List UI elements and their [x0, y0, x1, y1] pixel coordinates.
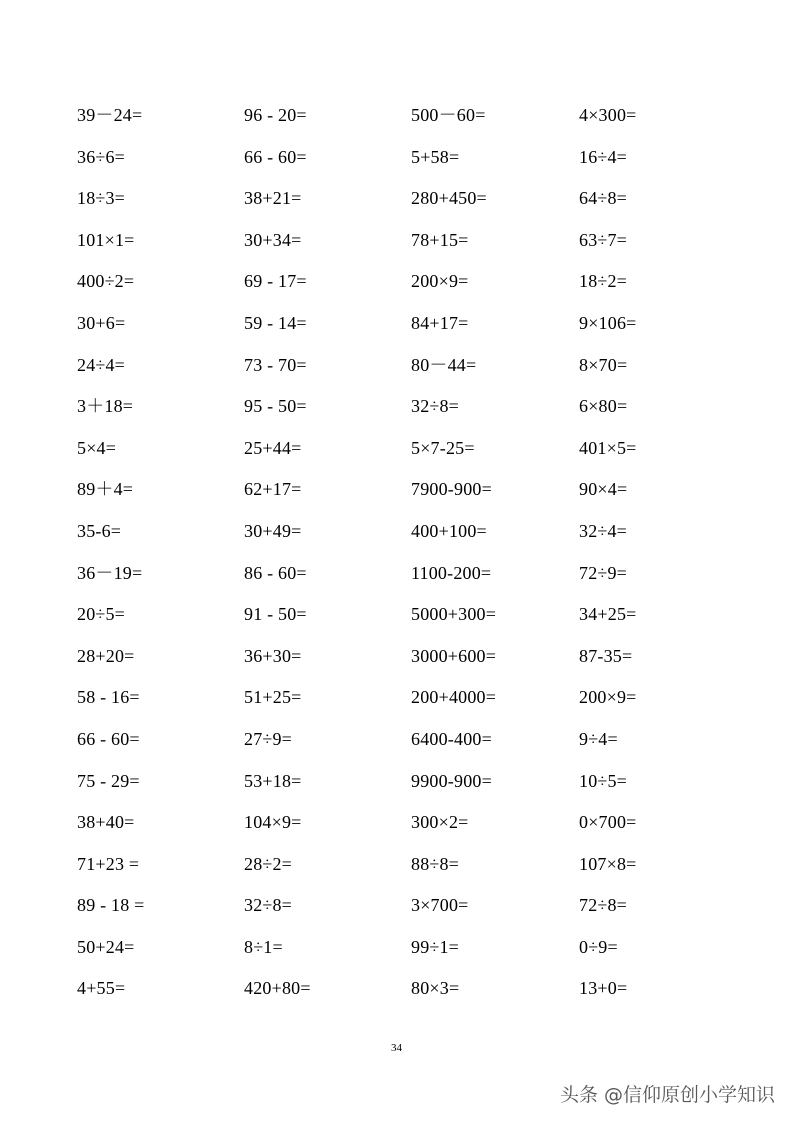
arithmetic-problem: 80×3=: [411, 978, 460, 999]
arithmetic-problem: 30+34=: [244, 229, 302, 250]
arithmetic-problem: 72÷9=: [579, 562, 628, 583]
arithmetic-problem: 13+0=: [579, 978, 628, 999]
worksheet-row: [0, 345, 793, 387]
arithmetic-problem: 0×700=: [579, 812, 637, 833]
arithmetic-problem: 89＋4=: [77, 479, 134, 500]
worksheet-row: [0, 553, 793, 595]
arithmetic-problem: 0÷9=: [579, 936, 618, 957]
arithmetic-problem: 66 - 60=: [77, 728, 140, 749]
worksheet-row: [0, 636, 793, 678]
worksheet-row: [0, 137, 793, 179]
arithmetic-problem: 8÷1=: [244, 936, 283, 957]
arithmetic-problem: 36÷6=: [77, 146, 126, 167]
page-number: 34: [391, 1042, 402, 1054]
arithmetic-problem: 35-6=: [77, 520, 122, 541]
arithmetic-problem: 4+55=: [77, 978, 126, 999]
arithmetic-problem: 95 - 50=: [244, 396, 307, 417]
arithmetic-problem: 63÷7=: [579, 229, 628, 250]
arithmetic-problem: 99÷1=: [411, 936, 460, 957]
arithmetic-worksheet: [0, 95, 793, 1010]
arithmetic-problem: 39－24=: [77, 105, 143, 125]
arithmetic-problem: 400÷2=: [77, 271, 135, 292]
arithmetic-problem: 1100-200=: [411, 562, 492, 583]
arithmetic-problem: 90×4=: [579, 479, 628, 500]
arithmetic-problem: 86 - 60=: [244, 562, 307, 583]
arithmetic-problem: 32÷8=: [411, 396, 460, 417]
arithmetic-problem: 64÷8=: [579, 188, 628, 209]
arithmetic-problem: 300×2=: [411, 812, 469, 833]
arithmetic-problem: 200+4000=: [411, 687, 497, 708]
arithmetic-problem: 59 - 14=: [244, 312, 307, 333]
worksheet-row: [0, 719, 793, 761]
arithmetic-problem: 28+20=: [77, 645, 135, 666]
arithmetic-problem: 24÷4=: [77, 354, 126, 375]
arithmetic-problem: 38+40=: [77, 812, 135, 833]
worksheet-row: [0, 968, 793, 1010]
arithmetic-problem: 8×70=: [579, 354, 628, 375]
arithmetic-problem: 66 - 60=: [244, 146, 307, 167]
arithmetic-problem: 89 - 18 =: [77, 895, 145, 916]
worksheet-row: [0, 844, 793, 886]
arithmetic-problem: 38+21=: [244, 188, 302, 209]
arithmetic-problem: 5×4=: [77, 437, 117, 458]
arithmetic-problem: 9900-900=: [411, 770, 492, 791]
arithmetic-problem: 75 - 29=: [77, 770, 140, 791]
worksheet-row: [0, 386, 793, 428]
arithmetic-problem: 91 - 50=: [244, 604, 307, 625]
arithmetic-problem: 400+100=: [411, 520, 487, 541]
arithmetic-problem: 10÷5=: [579, 770, 628, 791]
worksheet-row: [0, 220, 793, 262]
arithmetic-problem: 7900-900=: [411, 479, 492, 500]
arithmetic-problem: 107×8=: [579, 853, 637, 874]
arithmetic-problem: 401×5=: [579, 437, 637, 458]
arithmetic-problem: 84+17=: [411, 312, 469, 333]
arithmetic-problem: 4×300=: [579, 105, 637, 125]
worksheet-row: [0, 594, 793, 636]
arithmetic-problem: 3＋18=: [77, 396, 134, 417]
worksheet-row: [0, 95, 793, 137]
arithmetic-problem: 51+25=: [244, 687, 302, 708]
worksheet-row: [0, 261, 793, 303]
arithmetic-problem: 420+80=: [244, 978, 311, 999]
arithmetic-problem: 280+450=: [411, 188, 487, 209]
arithmetic-problem: 71+23 =: [77, 853, 140, 874]
arithmetic-problem: 5+58=: [411, 146, 460, 167]
arithmetic-problem: 88÷8=: [411, 853, 460, 874]
arithmetic-problem: 62+17=: [244, 479, 302, 500]
arithmetic-problem: 36+30=: [244, 645, 302, 666]
worksheet-row: [0, 802, 793, 844]
watermark-caption: 头条 @信仰原创小学知识: [559, 1084, 775, 1106]
arithmetic-problem: 20÷5=: [77, 604, 126, 625]
arithmetic-problem: 58 - 16=: [77, 687, 140, 708]
arithmetic-problem: 6×80=: [579, 396, 628, 417]
arithmetic-problem: 18÷2=: [579, 271, 628, 292]
arithmetic-problem: 5×7-25=: [411, 437, 475, 458]
arithmetic-problem: 3000+600=: [411, 645, 497, 666]
arithmetic-problem: 78+15=: [411, 229, 469, 250]
arithmetic-problem: 25+44=: [244, 437, 302, 458]
arithmetic-problem: 72÷8=: [579, 895, 628, 916]
arithmetic-problem: 9÷4=: [579, 728, 618, 749]
arithmetic-problem: 27÷9=: [244, 728, 293, 749]
arithmetic-problem: 32÷8=: [244, 895, 293, 916]
worksheet-row: [0, 677, 793, 719]
worksheet-row: [0, 927, 793, 969]
arithmetic-problem: 9×106=: [579, 312, 637, 333]
arithmetic-problem: 36－19=: [77, 562, 143, 583]
arithmetic-problem: 200×9=: [579, 687, 637, 708]
worksheet-row: [0, 511, 793, 553]
arithmetic-problem: 16÷4=: [579, 146, 628, 167]
arithmetic-problem: 5000+300=: [411, 604, 497, 625]
arithmetic-problem: 30+6=: [77, 312, 126, 333]
worksheet-row: [0, 761, 793, 803]
arithmetic-problem: 69 - 17=: [244, 271, 307, 292]
arithmetic-problem: 500－60=: [411, 105, 486, 125]
arithmetic-problem: 73 - 70=: [244, 354, 307, 375]
worksheet-row: [0, 469, 793, 511]
worksheet-row: [0, 178, 793, 220]
arithmetic-problem: 28÷2=: [244, 853, 293, 874]
arithmetic-problem: 53+18=: [244, 770, 302, 791]
arithmetic-problem: 87-35=: [579, 645, 633, 666]
arithmetic-problem: 96 - 20=: [244, 105, 307, 125]
arithmetic-problem: 101×1=: [77, 229, 135, 250]
worksheet-row: [0, 885, 793, 927]
arithmetic-problem: 32÷4=: [579, 520, 628, 541]
arithmetic-problem: 200×9=: [411, 271, 469, 292]
worksheet-row: [0, 428, 793, 470]
arithmetic-problem: 34+25=: [579, 604, 637, 625]
arithmetic-problem: 30+49=: [244, 520, 302, 541]
arithmetic-problem: 80－44=: [411, 354, 477, 375]
arithmetic-problem: 104×9=: [244, 812, 302, 833]
arithmetic-problem: 6400-400=: [411, 728, 492, 749]
worksheet-row: [0, 303, 793, 345]
arithmetic-problem: 18÷3=: [77, 188, 126, 209]
arithmetic-problem: 3×700=: [411, 895, 469, 916]
arithmetic-problem: 50+24=: [77, 936, 135, 957]
